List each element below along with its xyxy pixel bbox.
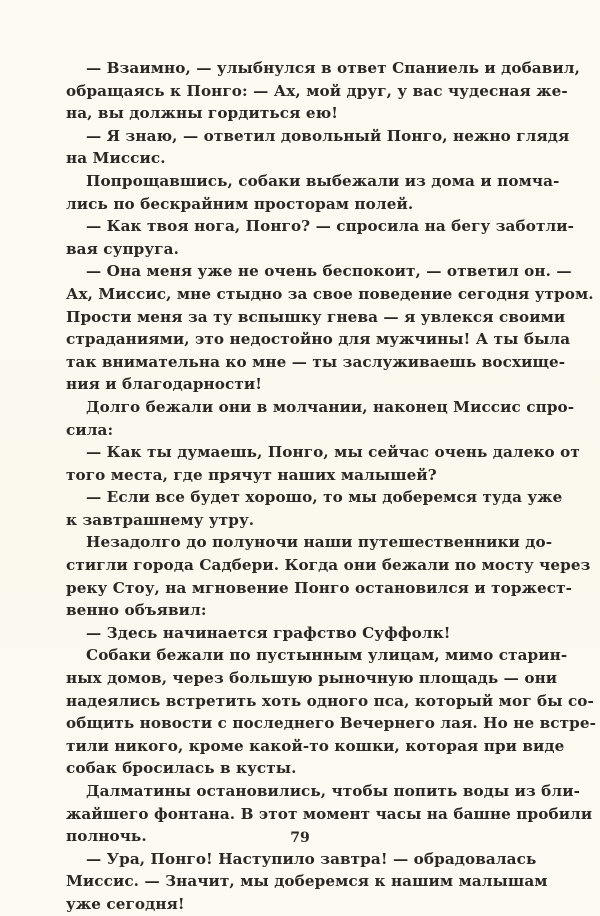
text-line: Далматины остановились, чтобы попить воды из бли- xyxy=(86,782,580,800)
text-line: того места, где прячут наших малышей? xyxy=(66,465,437,484)
text-line: Прости меня за ту вспышку гнева — я увлекся своими xyxy=(66,307,566,326)
text-line: Ах, Миссис, мне стыдно за свое поведение сегодня утром. xyxy=(66,284,594,303)
text-line: — Ура, Понго! Наступило завтра! — обрадовалась xyxy=(86,849,537,868)
text-line: на, вы должны гордиться ею! xyxy=(66,104,339,123)
text-line: собак бросилась в кусты. xyxy=(66,759,297,778)
text-line: венно объявил: xyxy=(66,601,207,620)
page-body-text xyxy=(66,57,597,916)
text-line: надеялись встретить хоть одного пса, который мог бы со- xyxy=(66,691,594,710)
text-line: Собаки бежали по пустынным улицам, мимо старин- xyxy=(86,646,568,665)
text-line: сила: xyxy=(66,420,114,439)
text-line: полночь. xyxy=(66,827,147,846)
text-line: Долго бежали они в молчании, наконец Миссис спро- xyxy=(86,397,575,416)
text-line: обращаясь к Понго: — Ах, мой друг, у вас чудесная же- xyxy=(66,81,568,100)
text-line: лись по бескрайним просторам полей. xyxy=(66,194,414,213)
text-line: ния и благодарности! xyxy=(66,375,262,394)
text-line: жайшего фонтана. В этот момент часы на башне пробили xyxy=(66,804,593,823)
text-line: страданиями, это недостойно для мужчины! А ты была xyxy=(66,330,571,349)
text-line: Миссис. — Значит, мы доберемся к нашим малышам xyxy=(66,872,548,891)
text-line: — Она меня уже не очень беспокоит, — ответил он. — xyxy=(86,262,572,281)
text-line: тили никого, кроме какой-то кошки, которая при виде xyxy=(66,736,565,755)
page-number: 79 xyxy=(290,830,310,846)
text-line: — Я знаю, — ответил довольный Понго, нежно глядя xyxy=(86,126,570,145)
text-line: к завтрашнему утру. xyxy=(66,510,255,529)
text-line: — Как ты думаешь, Понго, мы сейчас очень далеко от xyxy=(86,443,580,462)
text-line: — Здесь начинается графство Суффолк! xyxy=(86,623,451,642)
text-line: — Если все будет хорошо, то мы доберемся туда уже xyxy=(86,488,563,507)
text-line: Незадолго до полуночи наши путешественники до- xyxy=(86,533,553,552)
text-line: так внимательна ко мне — ты заслуживаешь восхище- xyxy=(66,352,566,371)
text-line: — Как твоя нога, Понго? — спросила на бегу заботли- xyxy=(86,217,575,236)
text-line: реку Стоу, на мгновение Понго остановился и торжест- xyxy=(66,578,573,597)
text-line: — Взаимно, — улыбнулся в ответ Спаниель и добавил, xyxy=(86,59,580,77)
text-line: Попрощавшись, собаки выбежали из дома и помча- xyxy=(86,171,560,190)
text-line: уже сегодня! xyxy=(66,894,185,913)
text-line: на Миссис. xyxy=(66,149,166,168)
text-line: общить новости с последнего Вечернего лая. Но не встре- xyxy=(66,714,597,733)
text-line: вая супруга. xyxy=(66,239,179,258)
text-line: стигли города Садбери. Когда они бежали по мосту через xyxy=(66,556,591,575)
text-line: ных домов, через большую рыночную площадь — они xyxy=(66,669,558,688)
